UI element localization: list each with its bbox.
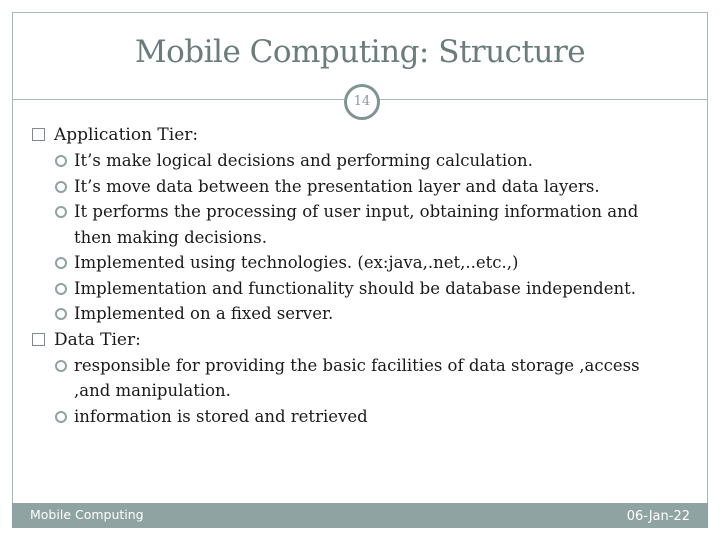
slide-number-badge: 14 xyxy=(344,84,380,120)
footer-left-text: Mobile Computing xyxy=(30,507,144,522)
section-heading-application-tier: Application Tier: xyxy=(32,122,672,148)
ring-bullet-icon xyxy=(55,411,67,423)
slide-title: Mobile Computing: Structure xyxy=(134,34,586,70)
square-bullet-icon xyxy=(32,128,45,141)
section-heading-data-tier: Data Tier: xyxy=(32,327,672,353)
ring-bullet-icon xyxy=(55,155,67,167)
ring-bullet-icon xyxy=(55,206,67,218)
square-bullet-icon xyxy=(32,333,45,346)
ring-bullet-icon xyxy=(55,283,67,295)
slide-content xyxy=(32,122,672,429)
list-item: It’s move data between the presentation layer and data layers. xyxy=(54,174,672,200)
list-item: Implemented on a fixed server. xyxy=(54,301,672,327)
list-item: It performs the processing of user input, obtaining information and then making decisions. xyxy=(54,199,672,250)
list-item: Implementation and functionality should be database independent. xyxy=(54,276,672,302)
list-item: information is stored and retrieved xyxy=(54,404,672,430)
ring-bullet-icon xyxy=(55,360,67,372)
ring-bullet-icon xyxy=(55,308,67,320)
title-divider-left xyxy=(12,99,344,100)
slide-footer xyxy=(12,503,708,528)
list-item: responsible for providing the basic facilities of data storage ,access ,and manipulation. xyxy=(54,353,672,404)
ring-bullet-icon xyxy=(55,257,67,269)
list-item: It’s make logical decisions and performing calculation. xyxy=(54,148,672,174)
footer-date: 06-Jan-22 xyxy=(626,509,690,524)
list-item: Implemented using technologies. (ex:java,.net,..etc.,) xyxy=(54,250,672,276)
ring-bullet-icon xyxy=(55,181,67,193)
title-divider-right xyxy=(378,99,708,100)
